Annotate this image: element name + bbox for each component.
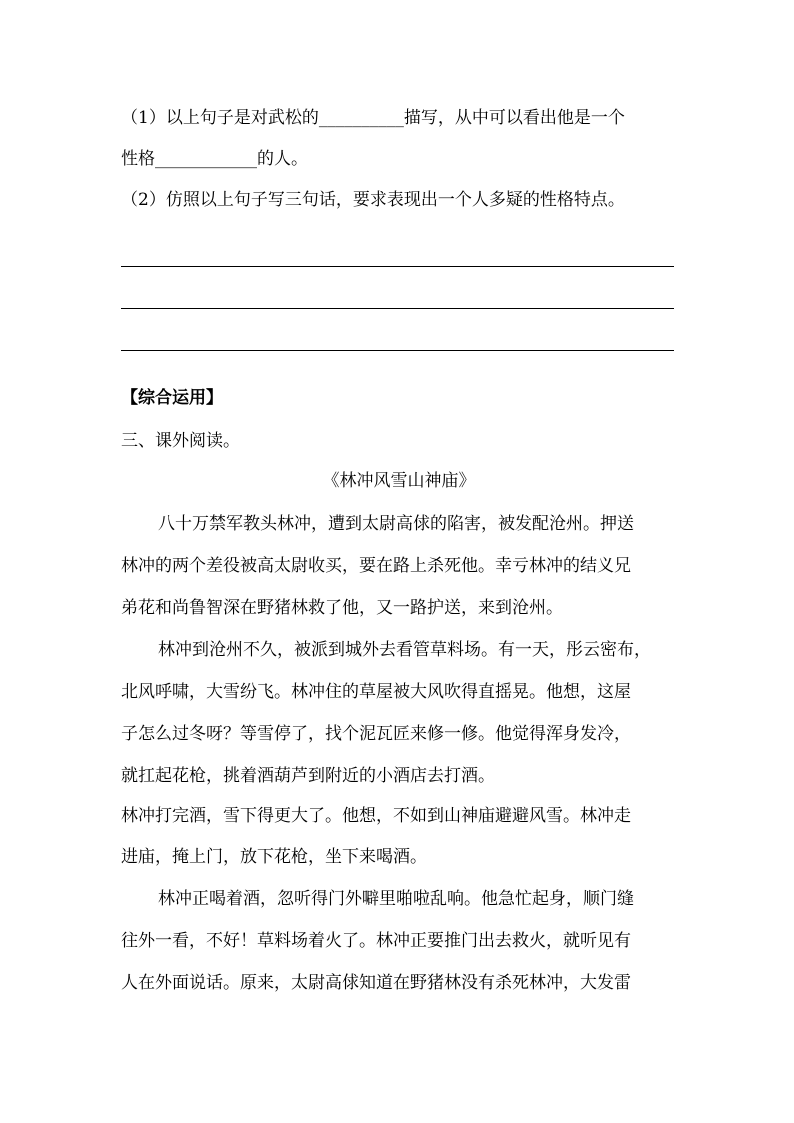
section-subheading: 三、课外阅读。 — [121, 431, 240, 451]
story-title: 《林冲风雪山神庙》 — [322, 471, 476, 491]
paragraph-2-line: 北风呼啸，大雪纷飞。林冲住的草屋被大风吹得直摇晃。他想，这屋 — [121, 682, 631, 702]
paragraph-1-line: 弟花和尚鲁智深在野猪林救了他，又一路护送，来到沧州。 — [121, 598, 563, 618]
section-heading: 【综合运用】 — [121, 388, 223, 408]
paragraph-4-line: 人在外面说话。原来，太尉高俅知道在野猪林没有杀死林冲，大发雷 — [121, 973, 631, 993]
paragraph-2-line: 就扛起花枪，挑着酒葫芦到附近的小酒店去打酒。 — [121, 766, 495, 786]
paragraph-2-line: 林冲到沧州不久，被派到城外去看管草料场。有一天，彤云密布， — [158, 640, 651, 660]
paragraph-1-line: 八十万禁军教头林冲，遭到太尉高俅的陷害，被发配沧州。押送 — [158, 514, 634, 534]
answer-line-1 — [121, 266, 674, 267]
paragraph-4-line: 林冲正喝着酒，忽听得门外噼里啪啦乱响。他急忙起身，顺门缝 — [158, 889, 634, 909]
paragraph-1-line: 林冲的两个差役被高太尉收买，要在路上杀死他。幸亏林冲的结义兄 — [121, 556, 631, 576]
question-2: （2）仿照以上句子写三句话，要求表现出一个人多疑的性格特点。 — [121, 190, 625, 210]
paragraph-2-line: 子怎么过冬呀？等雪停了，找个泥瓦匠来修一修。他觉得浑身发冷， — [121, 724, 631, 744]
paragraph-4-line: 往外一看，不好！草料场着火了。林冲正要推门出去救火，就听见有 — [121, 931, 631, 951]
question-1-line-1: （1）以上句子是对武松的__________描写，从中可以看出他是一个 — [121, 108, 625, 128]
answer-line-3 — [121, 350, 674, 351]
paragraph-3-line: 林冲打完酒，雪下得更大了。他想，不如到山神庙避避风雪。林冲走 — [121, 806, 631, 826]
question-1-line-2: 性格____________的人。 — [121, 149, 308, 169]
paragraph-3-line: 进庙，掩上门，放下花枪，坐下来喝酒。 — [121, 847, 427, 867]
answer-line-2 — [121, 308, 674, 309]
